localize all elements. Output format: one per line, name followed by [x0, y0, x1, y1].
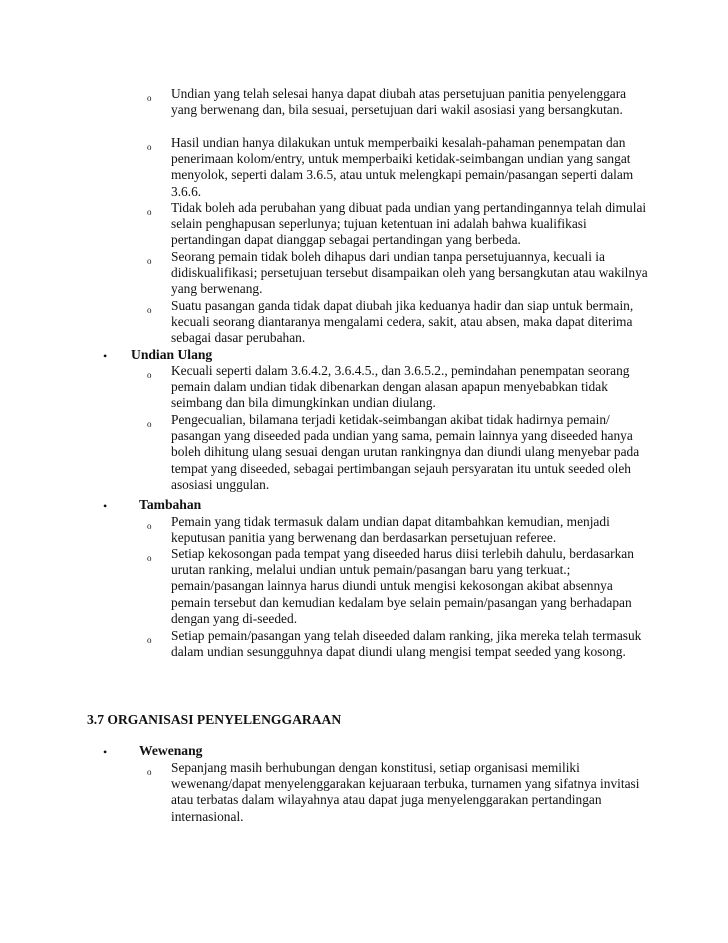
sub-bullet-marker: o — [147, 142, 152, 152]
section-heading: 3.7 ORGANISASI PENYELENGGARAAN — [87, 712, 342, 727]
sub-item: Suatu pasangan ganda tidak dapat diubah jika keduanya hadir dan siap untuk bermain, kecuali seorang diantaranya mengalami cedera, sakit, atau absen, maka dapat diterima sebagai dasar perubahan. — [171, 298, 634, 346]
bullet-marker: • — [103, 349, 108, 363]
sub-bullet-marker: o — [147, 370, 152, 380]
bullet-marker: • — [103, 499, 108, 513]
sub-item: Pemain yang tidak termasuk dalam undian dapat ditambahkan kemudian, menjadi keputusan panitia yang berwenang dan berdasarkan persetujuan referee. — [171, 514, 610, 546]
bullet-marker: • — [103, 745, 108, 759]
section-item-title: Wewenang — [139, 743, 203, 758]
sub-bullet-marker: o — [147, 207, 152, 217]
sub-bullet-marker: o — [147, 635, 152, 645]
sub-item: Undian yang telah selesai hanya dapat diubah atas persetujuan panitia penyelenggara yang berwenang dan, bila sesuai, persetujuan dari wakil asosiasi yang bersangkutan. — [171, 86, 627, 118]
sub-item: Tidak boleh ada perubahan yang dibuat pada undian yang pertandingannya telah dimulai selain penghapusan seperlunya; tujuan ketentuan ini adalah bahwa kualifikasi pertandingan dapat dianggap sebagai pertandingan yang berbeda. — [171, 200, 647, 248]
sub-item: Setiap kekosongan pada tempat yang diseeded harus diisi terlebih dahulu, berdasarkan urutan ranking, melalui undian untuk pemain/pasangan baru yang terkuat.; pemain/pasangan lainnya harus diundi untuk mengisi kekosongan akibat absennya pemain tersebut dan kemudian kedalam bye selain pemain/pasangan yang berhadapan dengan yang di-seeded. — [171, 546, 634, 626]
sub-bullet-marker: o — [147, 521, 152, 531]
sub-item: Pengecualian, bilamana terjadi ketidak-seimbangan akibat tidak hadirnya pemain/ pasangan yang diseeded pada undian yang sama, pemain lainnya yang diseeded hanya boleh dihitung ulang sesuai dengan urutan rankingnya dan diundi ulang menyebar pada tempat yang diseeded, sebagai pertimbangan sejauh persyaratan itu untuk seeded oleh asosiasi unggulan. — [171, 412, 640, 492]
sub-bullet-marker: o — [147, 93, 152, 103]
section-item-title: Undian Ulang — [131, 347, 213, 362]
sub-item: Sepanjang masih berhubungan dengan konstitusi, setiap organisasi memiliki wewenang/dapat menyelenggarakan kejuaraan terbuka, turnamen yang sifatnya invitasi atau terbatas dalam wilayahnya atau dapat juga menyelenggarakan pertandingan internasional. — [171, 760, 640, 824]
section-item-title: Tambahan — [139, 497, 202, 512]
sub-bullet-marker: o — [147, 256, 152, 266]
sub-item: Kecuali seperti dalam 3.6.4.2, 3.6.4.5., dan 3.6.5.2., pemindahan penempatan seorang pemain dalam undian tidak dibenarkan dengan alasan apapun menyebabkan tidak seimbang dan bila dimungkinkan undian diulang. — [171, 363, 630, 411]
sub-item: Hasil undian hanya dilakukan untuk memperbaiki kesalah-pahaman penempatan dan penerimaan kolom/entry, untuk memperbaiki ketidak-seimbangan undian yang sangat menyolok, seperti dalam 3.6.5, atau untuk melengkapi pemain/pasangan seperti dalam 3.6.6. — [171, 135, 634, 199]
sub-item: Seorang pemain tidak boleh dihapus dari undian tanpa persetujuannya, kecuali ia didiskualifikasi; persetujuan tersebut disampaikan oleh yang bersangkutan atau wakilnya yang berwenang. — [171, 249, 648, 297]
sub-bullet-marker: o — [147, 553, 152, 563]
sub-bullet-marker: o — [147, 305, 152, 315]
sub-bullet-marker: o — [147, 419, 152, 429]
sub-item: Setiap pemain/pasangan yang telah diseeded dalam ranking, jika mereka telah termasuk dalam undian sesungguhnya dapat diundi ulang mengisi tempat seeded yang kosong. — [171, 628, 642, 660]
sub-bullet-marker: o — [147, 767, 152, 777]
